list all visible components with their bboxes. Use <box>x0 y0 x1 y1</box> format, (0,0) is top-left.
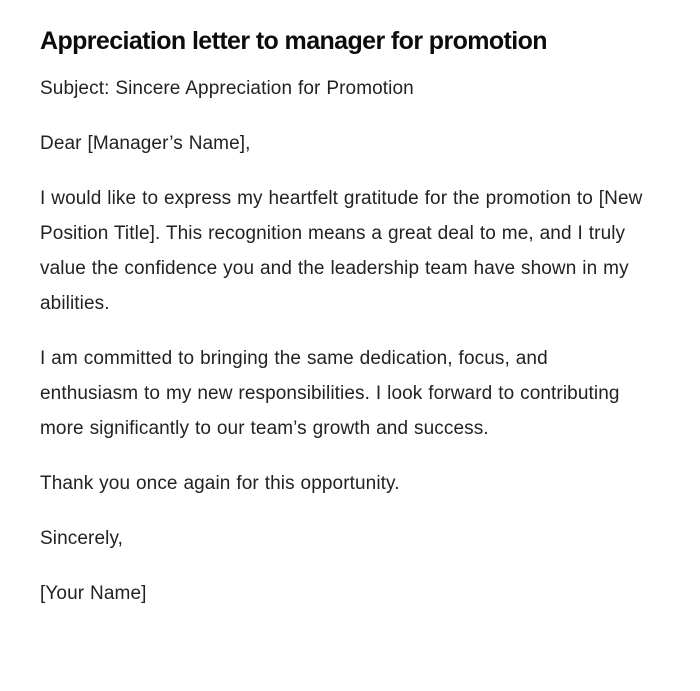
subject-line: Subject: Sincere Appreciation for Promotion <box>40 78 414 99</box>
closing: Sincerely, <box>40 528 124 549</box>
body-paragraph-commitment: I am committed to bringing the same dedication, focus, and enthusiasm to my new responsibilities. I look forward to contributing more significantly to our team’s growth and success. <box>40 348 620 439</box>
signature: [Your Name] <box>40 583 147 604</box>
body-paragraph-thanks: Thank you once again for this opportunity. <box>40 473 400 494</box>
salutation: Dear [Manager’s Name], <box>40 133 251 154</box>
page-title: Appreciation letter to manager for promotion <box>40 27 547 55</box>
body-paragraph-gratitude: I would like to express my heartfelt gratitude for the promotion to [New Position Title]. This recognition means a great deal to me, and I truly value the confidence you and the leadership team have shown in my abilities. <box>40 188 643 314</box>
